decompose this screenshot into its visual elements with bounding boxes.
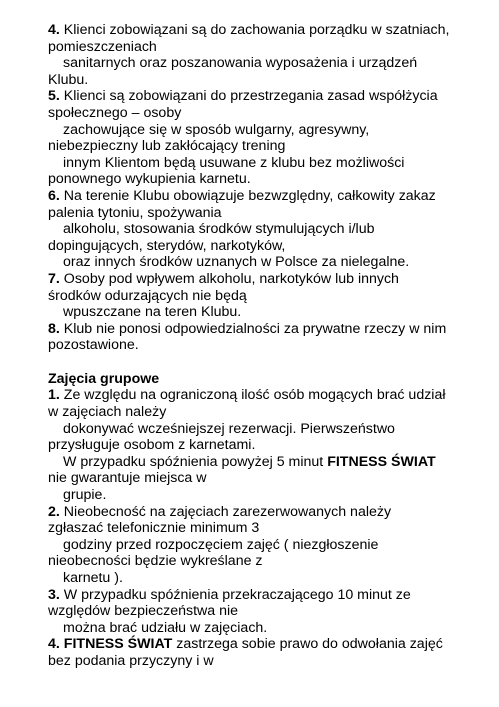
rule-line: 1. Ze względu na ograniczoną ilość osób mogących brać udział bbox=[48, 387, 446, 404]
rule-line: 5. Klienci są zobowiązani do przestrzegania zasad współżycia bbox=[48, 88, 438, 105]
rule-line: karnetu ). bbox=[63, 570, 123, 586]
section-spacer bbox=[48, 354, 488, 371]
rule-line: społecznego – osoby bbox=[48, 104, 182, 121]
rule-4 bbox=[48, 22, 488, 88]
rule-line: wpuszczane na teren Klubu. bbox=[63, 304, 242, 321]
section-title: Zajęcia grupowe bbox=[48, 370, 160, 387]
rule-number: 2. bbox=[48, 503, 60, 520]
rule-line: godziny przed rozpoczęciem zajęć ( niezgłoszenie bbox=[63, 536, 379, 553]
rule-line: 4. Klienci zobowiązani są do zachowania porządku w szatniach, bbox=[48, 22, 450, 38]
rule-line: środków odurzających nie będą bbox=[48, 287, 247, 304]
rule-6 bbox=[48, 188, 488, 271]
rule-number: 8. bbox=[48, 320, 60, 337]
rule-line: dokonywać wcześniejszej rezerwacji. Pierwszeństwo bbox=[63, 420, 395, 437]
rule-line: ponownego wykupienia karnetu. bbox=[48, 171, 251, 188]
rule-5 bbox=[48, 88, 488, 188]
rule-line: innym Klientom będą usuwane z klubu bez możliwości bbox=[63, 154, 405, 171]
rule-number: 1. bbox=[48, 387, 60, 404]
brand-name: FITNESS ŚWIAT bbox=[327, 453, 436, 470]
rule-line: 6. Na terenie Klubu obowiązuje bezwzględny, całkowity zakaz bbox=[48, 187, 436, 204]
rule-line: oraz innych środków uznanych w Polsce za nielegalne. bbox=[63, 254, 410, 271]
rule-line: można brać udziału w zajęciach. bbox=[63, 619, 268, 636]
rule-line: 3. W przypadku spóźnienia przekraczającego 10 minut ze bbox=[48, 586, 411, 603]
rule-line: pomieszczeniach bbox=[48, 38, 157, 55]
rule-number: 4. bbox=[48, 636, 60, 653]
rule-number: 3. bbox=[48, 586, 60, 603]
rule-line: grupie. bbox=[63, 487, 107, 504]
document-page bbox=[48, 22, 488, 670]
rule-line: niebezpieczny lub zakłócający trening bbox=[48, 138, 286, 155]
rule-line: alkoholu, stosowania środków stymulujących i/lub bbox=[63, 221, 375, 238]
brand-name: FITNESS ŚWIAT bbox=[63, 636, 173, 653]
rule-7 bbox=[48, 271, 488, 321]
rule-line: zachowujące się w sposób wulgarny, agresywny, bbox=[63, 121, 370, 138]
rule-line: 8. Klub nie ponosi odpowiedzialności za prywatne rzeczy w nim bbox=[48, 320, 447, 337]
rule-line: nie gwarantuje miejsca w bbox=[48, 470, 207, 487]
rule-number: 7. bbox=[48, 270, 60, 287]
rule-line: Klubu. bbox=[48, 71, 89, 88]
rule-8 bbox=[48, 321, 488, 354]
rule-number: 4. bbox=[48, 22, 60, 38]
rule-line: w zajęciach należy bbox=[48, 404, 167, 421]
rule-number: 5. bbox=[48, 88, 60, 105]
rule-line: dopingujących, sterydów, narkotyków, bbox=[48, 237, 286, 254]
rule-line: pozostawione. bbox=[48, 337, 139, 354]
rule-line: przysługuje osobom z karnetami. bbox=[48, 437, 256, 454]
rule-line: 7. Osoby pod wpływem alkoholu, narkotyków lub innych bbox=[48, 270, 399, 287]
rule-line: zgłaszać telefonicznie minimum 3 bbox=[48, 520, 260, 537]
group-rule-1 bbox=[48, 387, 488, 503]
rule-number: 6. bbox=[48, 187, 60, 204]
group-rule-3 bbox=[48, 587, 488, 637]
rule-line: 2. Nieobecność na zajęciach zarezerwowanych należy bbox=[48, 503, 392, 520]
rule-line: W przypadku spóźnienia powyżej 5 minut FITNESS ŚWIAT bbox=[63, 453, 436, 470]
rule-line: nieobecności będzie wykreślane z bbox=[48, 553, 263, 570]
rule-line: palenia tytoniu, spożywania bbox=[48, 204, 222, 221]
rule-line: 4. FITNESS ŚWIAT zastrzega sobie prawo do odwołania zajęć bbox=[48, 636, 443, 653]
rule-line: względów bezpieczeństwa nie bbox=[48, 603, 239, 620]
group-rule-2 bbox=[48, 504, 488, 587]
rule-line: bez podania przyczyny i w bbox=[48, 652, 214, 669]
group-rule-4 bbox=[48, 636, 488, 669]
rule-line: sanitarnych oraz poszanowania wyposażenia i urządzeń bbox=[63, 55, 418, 72]
